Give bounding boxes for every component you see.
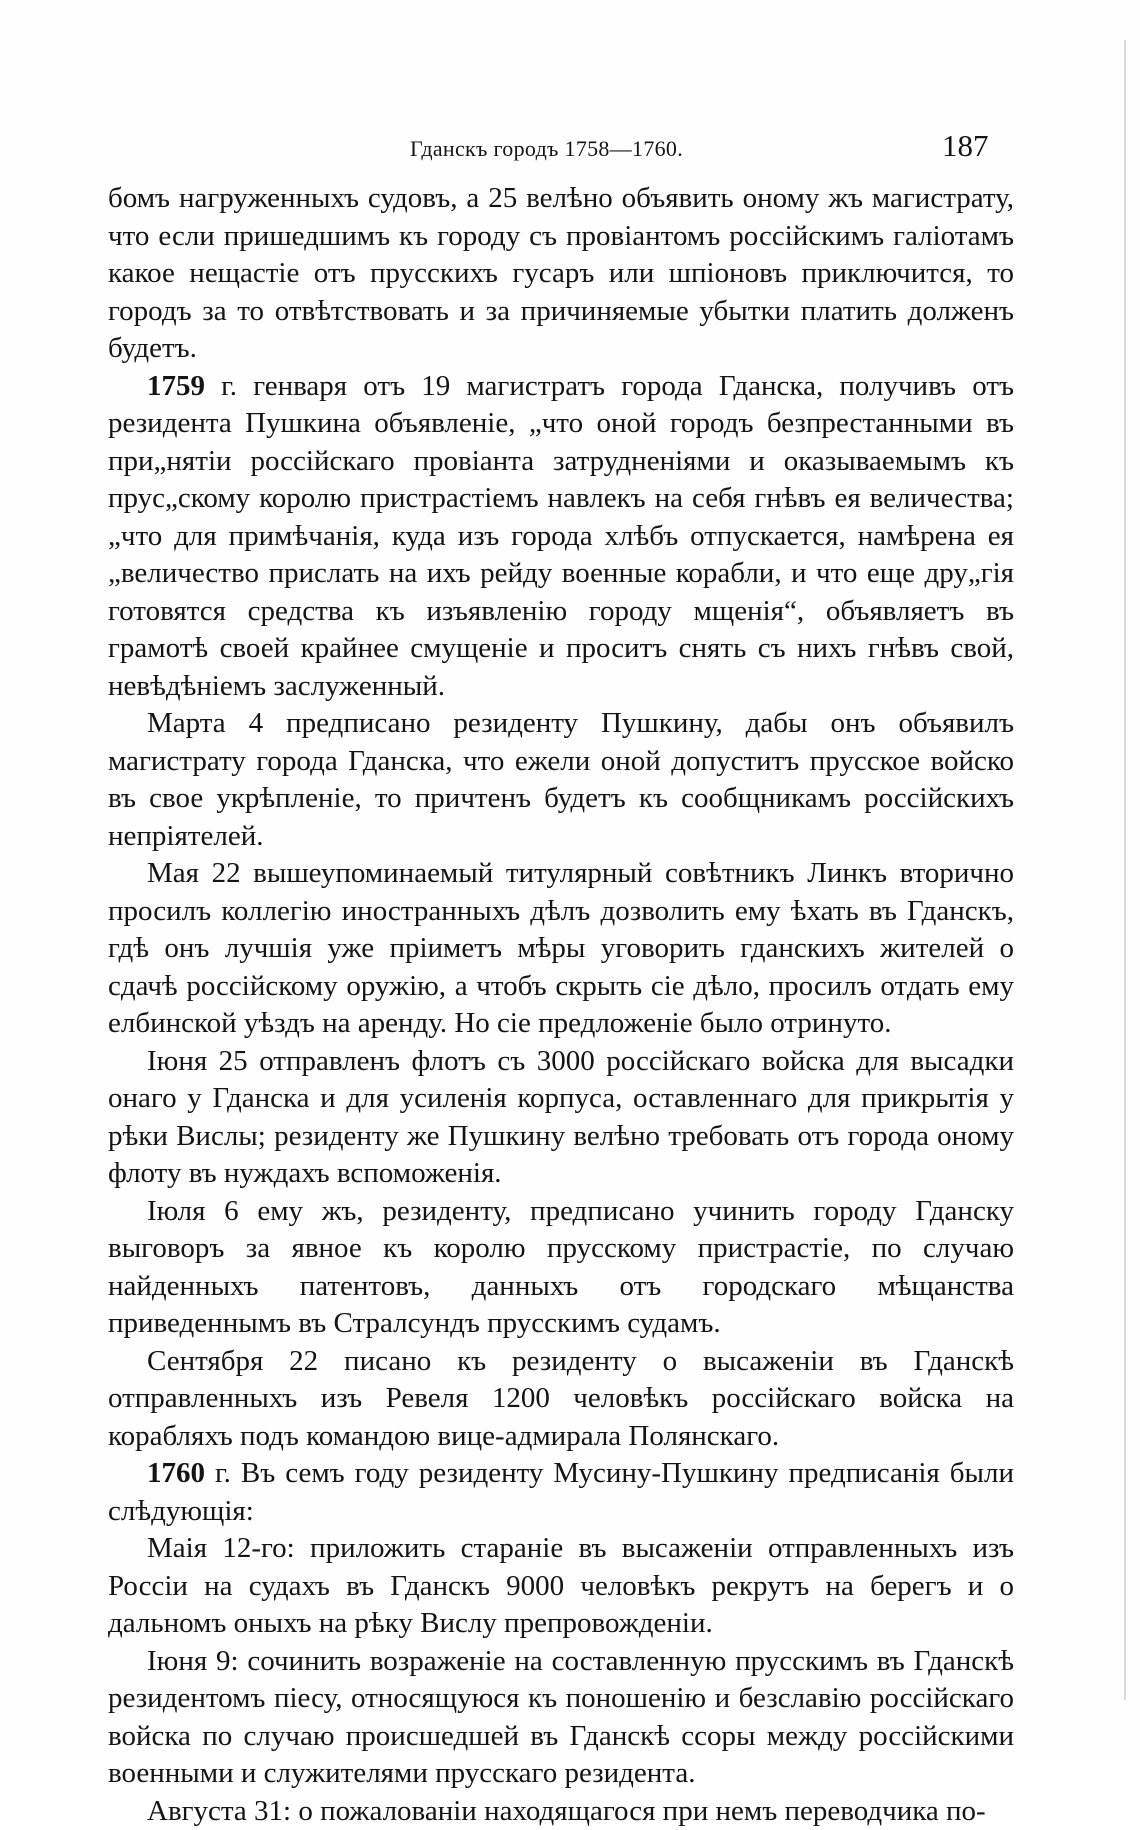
page-number: 187 — [942, 128, 989, 164]
body-text — [108, 180, 1014, 1830]
paragraph-9: Маія 12-го: приложить стараніе въ высаженіи отправленныхъ изъ Россіи на судахъ въ Гданскъ 9000 человѣкъ рекрутъ на берегъ и о дальномъ оныхъ на рѣку Вислу препровожденіи. — [108, 1530, 1014, 1643]
paragraph-10: Іюня 9: сочинить возраженіе на составленную прусскимъ въ Гданскѣ резидентомъ піесу, относящуюся къ поношенію и безславію россійскаго войска по случаю происшедшей въ Гданскѣ ссоры между россійскими военными и служителями прусскаго резидента. — [108, 1643, 1014, 1793]
paragraph-2 — [108, 368, 1014, 706]
paragraph-11: Августа 31: о пожалованіи находящагося при немъ переводчика по- — [108, 1793, 1014, 1830]
paragraph-8 — [108, 1455, 1014, 1530]
year-1759: 1759 — [147, 370, 205, 402]
year-1760: 1760 — [147, 1457, 205, 1489]
paragraph-6: Іюля 6 ему жъ, резиденту, предписано учинить городу Гданску выговоръ за явное къ королю прусскому пристрастіе, по случаю найденныхъ патентовъ, данныхъ отъ городскаго мѣщанства приведеннымъ въ Стралсундъ прусскимъ судамъ. — [108, 1193, 1014, 1343]
paragraph-5: Іюня 25 отправленъ флотъ съ 3000 россійскаго войска для высадки онаго у Гданска и для усиленія корпуса, оставленнаго для прикрытія у рѣки Вислы; резиденту же Пушкину велѣно требовать отъ города оному флоту въ нуждахъ вспоможенія. — [108, 1043, 1014, 1193]
paragraph-8-text: г. Въ семъ году резиденту Мусину-Пушкину предписанія были слѣдующія: — [108, 1457, 1014, 1527]
paragraph-1: бомъ нагруженныхъ судовъ, а 25 велѣно объявить оному жъ магистрату, что если пришедшимъ къ городу съ провіантомъ россійскимъ галіотамъ какое нещастіе отъ прусскихъ гусаръ или шпіоновъ приключится, то городъ за то отвѣтствовать и за причиняемые убытки платить долженъ будетъ. — [108, 180, 1014, 368]
paragraph-4: Мая 22 вышеупоминаемый титулярный совѣтникъ Линкъ вторично просилъ коллегію иностранныхъ дѣлъ дозволить ему ѣхать въ Гданскъ, гдѣ онъ лучшія уже пріиметъ мѣры уговорить гданскихъ жителей о сдачѣ россійскому оружію, а чтобъ скрыть сіе дѣло, просилъ отдать ему елбинской уѣздъ на аренду. Но сіе предложеніе было отринуто. — [108, 855, 1014, 1043]
paragraph-3: Марта 4 предписано резиденту Пушкину, дабы онъ объявилъ магистрату города Гданска, что ежели оной допуститъ прусское войско въ свое укрѣпленіе, то причтенъ будетъ къ сообщникамъ россійскихъ непріятелей. — [108, 705, 1014, 855]
paragraph-2-text: г. генваря отъ 19 магистратъ города Гданска, получивъ отъ резидента Пушкина объявленіе, „что оной городъ безпрестанными въ при„нятіи россійскаго провіанта затрудненіями и оказываемымъ къ прус„скому королю пристрастіемъ навлекъ на себя гнѣвъ ея величества; „что для примѣчанія, куда изъ города хлѣбъ отпускается, намѣрена ея „величество прислать на ихъ рейду военные корабли, и что еще дру„гія готовятся средства къ изъявленію городу мщенія“, объявляетъ въ грамотѣ своей крайнее смущеніе и проситъ снять съ нихъ гнѣвъ свой, невѣдѣніемъ заслуженный. — [108, 370, 1014, 702]
page-edge-line — [1124, 40, 1126, 1700]
running-title: Гданскъ городъ 1758—1760. — [410, 136, 683, 162]
paragraph-7: Сентября 22 писано къ резиденту о высаженіи въ Гданскѣ отправленныхъ изъ Ревеля 1200 человѣкъ россійскаго войска на корабляхъ подъ командою вице-адмирала Полянскаго. — [108, 1343, 1014, 1456]
